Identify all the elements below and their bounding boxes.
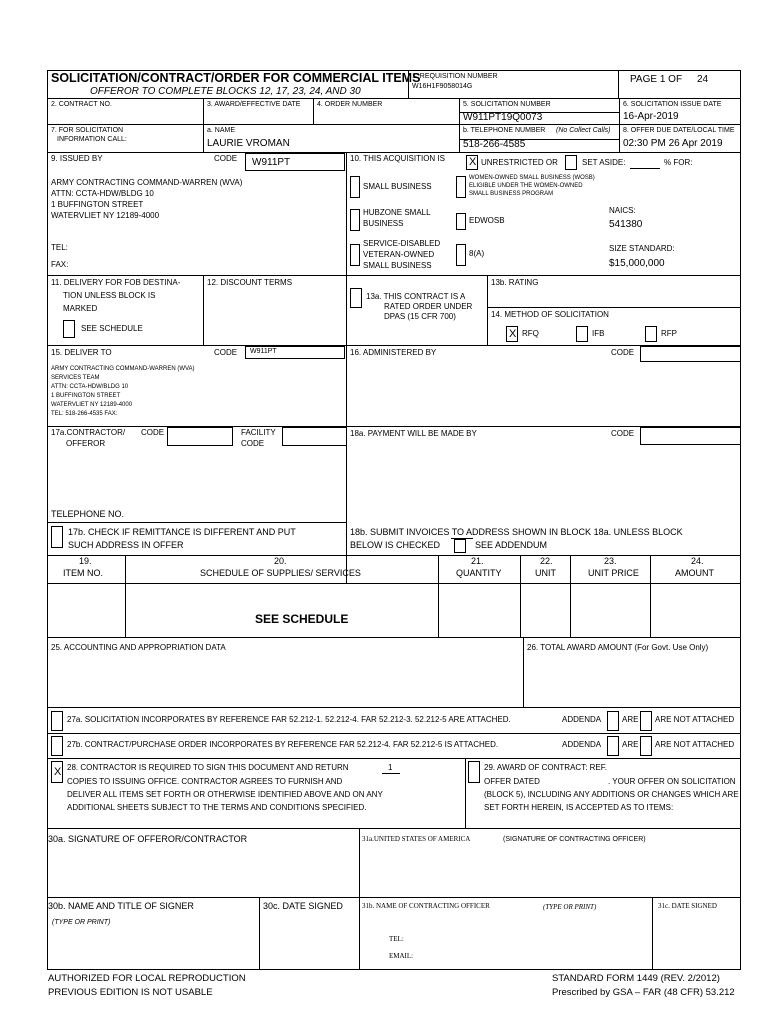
rule	[47, 583, 741, 584]
contracting-officer-signature-label: (SIGNATURE OF CONTRACTING OFFICER)	[503, 836, 646, 843]
rule	[570, 555, 571, 637]
far-27b-label: 27b. CONTRACT/PURCHASE ORDER INCORPORATES BY REFERENCE FAR 52.212-4. FAR 52.212-5 IS ATTACHED.	[67, 740, 499, 749]
sdvosb-label: SMALL BUSINESS	[363, 261, 432, 270]
rule	[125, 555, 126, 637]
contractor-sign-text: COPIES TO ISSUING OFFICE. CONTRACTOR AGREES TO FURNISH AND	[67, 777, 343, 786]
facility-label: FACILITY	[241, 428, 276, 437]
award-text: 29. AWARD OF CONTRACT: REF.	[484, 763, 607, 772]
rule	[259, 897, 260, 969]
award-text: SET FORTH HEREIN, IS ACCEPTED AS TO ITEMS:	[484, 803, 674, 812]
footer-left: AUTHORIZED FOR LOCAL REPRODUCTION	[48, 973, 246, 984]
rule	[47, 897, 741, 898]
requisition-label: 1. REQUISITION NUMBER	[412, 73, 498, 80]
ifb-checkbox[interactable]	[576, 326, 588, 342]
contractor-sign-check-mark: X	[54, 766, 62, 778]
col-quantity: QUANTITY	[456, 568, 502, 578]
administered-by-code-box	[640, 346, 741, 362]
set-aside-pct-label: % FOR:	[664, 158, 693, 167]
contracting-officer-email: EMAIL:	[389, 952, 414, 960]
sdvosb-checkbox[interactable]	[350, 244, 360, 266]
order-number-label: 4. ORDER NUMBER	[317, 101, 383, 108]
rule	[619, 98, 620, 152]
rfq-label: RFQ	[522, 329, 539, 338]
size-standard: $15,000,000	[609, 258, 665, 269]
contractor-label: 17a.CONTRACTOR/	[51, 428, 126, 437]
addenda-27b-label: ADDENDA	[562, 740, 602, 749]
rfp-label: RFP	[661, 329, 677, 338]
edwosb-label: EDWOSB	[469, 216, 505, 225]
far-27a-label: 27a. SOLICITATION INCORPORATES BY REFERENCE FAR 52.212-1. 52.212-4. FAR 52.212-3. 52.212-5 ARE ATTACHED.	[67, 715, 511, 724]
return-copies-line	[382, 773, 400, 774]
rule	[47, 345, 741, 346]
contractor-sign-text: 28. CONTRACTOR IS REQUIRED TO SIGN THIS DOCUMENT AND RETURN	[67, 763, 349, 772]
award-text: OFFER DATED	[484, 777, 540, 786]
form-title: SOLICITATION/CONTRACT/ORDER FOR COMMERCIAL ITEMS	[51, 71, 421, 85]
small-business-checkbox[interactable]	[350, 176, 360, 198]
addenda-27a-label: ADDENDA	[562, 715, 602, 724]
award-checkbox[interactable]	[468, 761, 480, 783]
naics-code: 541380	[609, 219, 643, 230]
contractor-code-box	[167, 427, 233, 446]
rule	[313, 98, 314, 124]
payment-code-label: CODE	[611, 429, 635, 438]
page-label: PAGE 1 OF	[630, 74, 683, 85]
signer-name-label: 30b. NAME AND TITLE OF SIGNER	[48, 901, 194, 911]
solicitation-number: W911PT19Q0073	[463, 112, 543, 123]
col-schedule-num: 20.	[274, 556, 287, 566]
payment-code-box	[640, 427, 741, 445]
award-text: (BLOCK 5), INCLUDING ANY ADDITIONS OR CHANGES WHICH ARE	[484, 790, 739, 799]
issued-by-tel: TEL:	[51, 243, 68, 252]
method-label: 14. METHOD OF SOLICITATION	[491, 310, 609, 319]
offeror-signature-label: 30a. SIGNATURE OF OFFEROR/CONTRACTOR	[48, 834, 248, 844]
contracting-officer-name-note: (TYPE OR PRINT)	[543, 903, 597, 911]
rule	[47, 707, 741, 708]
rule	[47, 522, 347, 523]
contact-name: LAURIE VROMAN	[207, 138, 290, 149]
wosb-label: WOMEN-OWNED SMALL BUSINESS (WOSB)	[469, 175, 595, 181]
issued-by-address: ATTN: CCTA-HDW/BLDG 10	[51, 189, 154, 198]
sdvosb-label: SERVICE-DISABLED	[363, 239, 441, 248]
contractor-label: OFFEROR	[66, 439, 106, 448]
form-subtitle: OFFEROR TO COMPLETE BLOCKS 12, 17, 23, 24, AND 30	[90, 86, 361, 97]
col-unit-price-num: 23.	[604, 556, 617, 566]
eight-a-checkbox[interactable]	[456, 244, 466, 266]
size-standard-label: SIZE STANDARD:	[609, 244, 675, 253]
rule	[465, 758, 466, 828]
facility-label: CODE	[241, 439, 265, 448]
col-unit-num: 22.	[540, 556, 553, 566]
acquisition-label: 10. THIS ACQUISITION IS	[350, 154, 445, 163]
issued-by-address: WATERVLIET NY 12189-4000	[51, 211, 160, 220]
rule	[47, 758, 741, 759]
contract-no-label: 2. CONTRACT NO.	[51, 101, 112, 108]
small-business-label: SMALL BUSINESS	[363, 182, 432, 191]
issue-date-label: 6. SOLICITATION ISSUE DATE	[623, 101, 722, 108]
signer-name-note: (TYPE OR PRINT)	[52, 919, 111, 926]
col-unit-price: UNIT PRICE	[588, 568, 639, 578]
fob-see-schedule-label: SEE SCHEDULE	[81, 324, 143, 333]
rule	[47, 969, 741, 970]
issue-date: 16-Apr-2019	[623, 111, 679, 122]
contractor-code-label: CODE	[141, 428, 165, 437]
rule	[487, 275, 488, 345]
rule	[47, 124, 741, 125]
contracting-officer-name-label: 31b. NAME OF CONTRACTING OFFICER	[362, 902, 490, 910]
col-amount-num: 24.	[691, 556, 704, 566]
name-label: a. NAME	[207, 127, 236, 134]
award-date-label: 3. AWARD/EFFECTIVE DATE	[207, 101, 301, 108]
remittance-checkbox[interactable]	[51, 526, 63, 548]
rule	[346, 152, 347, 583]
contractor-sign-text: DELIVER ALL ITEMS SET FORTH OR OTHERWISE IDENTIFIED ABOVE AND ON ANY	[67, 790, 383, 799]
requisition-number: W16H1F9058014G	[412, 83, 473, 90]
far-27b-checkbox[interactable]	[51, 736, 63, 756]
rating-label: 13b. RATING	[491, 278, 539, 287]
unrestricted-check-mark: X	[469, 156, 477, 168]
deliver-to-address: WATERVLIET NY 12189-4000	[51, 402, 133, 408]
see-schedule-text: SEE SCHEDULE	[255, 612, 349, 626]
rule	[47, 637, 741, 638]
rule	[652, 897, 653, 969]
rated-order-checkbox[interactable]	[350, 288, 362, 308]
contractor-telephone-label: TELEPHONE NO.	[51, 509, 125, 519]
naics-label: NAICS:	[609, 206, 636, 215]
rated-order-label: DPAS (15 CFR 700)	[384, 312, 456, 321]
col-schedule: SCHEDULE OF SUPPLIES/ SERVICES	[200, 568, 361, 578]
usa-signature-label: 31a.UNITED STATES OF AMERICA	[362, 835, 471, 843]
rated-order-label: 13a. THIS CONTRACT IS A	[366, 292, 466, 301]
rule	[203, 275, 204, 345]
issued-by-fax: FAX:	[51, 260, 69, 269]
hubzone-checkbox[interactable]	[350, 209, 360, 231]
award-text: . YOUR OFFER ON SOLICITATION	[608, 777, 736, 786]
hubzone-label: HUBZONE SMALL	[363, 208, 431, 217]
fob-label: 11. DELIVERY FOR FOB DESTINA-	[51, 278, 181, 287]
deliver-to-label: 15. DELIVER TO	[51, 348, 112, 357]
addenda-27a-arenot-label: ARE NOT ATTACHED	[655, 715, 735, 724]
rated-order-label: RATED ORDER UNDER	[384, 302, 473, 311]
rule	[47, 426, 741, 427]
rule	[359, 828, 360, 969]
deliver-to-address: TEL: 518-266-4535 FAX:	[51, 411, 118, 417]
addenda-27b-are-label: ARE	[622, 740, 639, 749]
addenda-27b-are-checkbox[interactable]	[607, 736, 619, 756]
accounting-label: 25. ACCOUNTING AND APPROPRIATION DATA	[51, 643, 226, 652]
invoice-label: 18b. SUBMIT INVOICES TO ADDRESS SHOWN IN BLOCK 18a. UNLESS BLOCK	[350, 527, 683, 537]
col-item-no: ITEM NO.	[63, 568, 103, 578]
total-award-label: 26. TOTAL AWARD AMOUNT (For Govt. Use Only)	[527, 643, 709, 652]
contracting-officer-date-label: 31c. DATE SIGNED	[658, 902, 717, 910]
wosb-label: SMALL BUSINESS PROGRAM	[469, 191, 554, 197]
rule	[47, 555, 741, 556]
info-call-label: 7. FOR SOLICITATION	[51, 127, 124, 134]
contracting-officer-tel: TEL:	[389, 935, 404, 943]
rule	[47, 733, 741, 734]
date-signed-label: 30c. DATE SIGNED	[263, 901, 343, 911]
sdvosb-label: VETERAN-OWNED	[363, 250, 435, 259]
offer-due-label: 8. OFFER DUE DATE/LOCAL TIME	[623, 127, 735, 134]
rule	[487, 307, 740, 308]
issued-by-address: 1 BUFFINGTON STREET	[51, 200, 144, 209]
ifb-label: IFB	[592, 329, 605, 338]
rule	[47, 828, 741, 829]
rule	[523, 637, 524, 707]
see-addendum-label: SEE ADDENDUM	[475, 540, 548, 550]
rule	[47, 98, 741, 99]
set-aside-checkbox[interactable]	[565, 155, 577, 170]
col-item-no-num: 19.	[79, 556, 92, 566]
rule	[47, 275, 741, 276]
info-call-label-2: INFORMATION CALL:	[57, 136, 127, 143]
solicitation-number-label: 5. SOLICITATION NUMBER	[463, 101, 551, 108]
deliver-to-code: W911PT	[250, 348, 277, 355]
footer-right: STANDARD FORM 1449 (REV. 2/2012)	[552, 973, 720, 984]
fob-see-schedule-checkbox[interactable]	[63, 320, 75, 338]
rule	[618, 70, 619, 98]
payment-label: 18a. PAYMENT WILL BE MADE BY	[350, 429, 477, 438]
wosb-label: ELIGIBLE UNDER THE WOMEN-OWNED	[469, 183, 583, 189]
facility-code-box	[282, 427, 347, 446]
addenda-27a-arenot-checkbox[interactable]	[640, 711, 652, 731]
unrestricted-label: UNRESTRICTED OR	[481, 158, 558, 167]
col-unit: UNIT	[535, 568, 556, 578]
rule	[459, 98, 460, 152]
footer-left: PREVIOUS EDITION IS NOT USABLE	[48, 987, 213, 998]
issued-by-label: 9. ISSUED BY	[51, 154, 103, 163]
rule	[438, 555, 439, 637]
issued-by-code-label: CODE	[214, 154, 238, 163]
rule	[740, 70, 741, 969]
return-copies: 1	[388, 763, 393, 772]
rfp-checkbox[interactable]	[645, 326, 657, 342]
addenda-27b-arenot-checkbox[interactable]	[640, 736, 652, 756]
phone-number: 518-266-4585	[463, 139, 526, 150]
rule	[520, 555, 521, 637]
addenda-27a-are-label: ARE	[622, 715, 639, 724]
administered-by-label: 16. ADMINISTERED BY	[350, 348, 437, 357]
issued-by-code: W911PT	[252, 157, 291, 168]
issued-by-address: ARMY CONTRACTING COMMAND-WARREN (WVA)	[51, 178, 243, 187]
invoice-label: BELOW IS CHECKED	[350, 540, 441, 550]
remittance-label: SUCH ADDRESS IN OFFER	[68, 540, 184, 550]
see-addendum-checkbox[interactable]	[454, 539, 466, 553]
rfq-check-mark: X	[509, 328, 517, 340]
page-total: 24	[697, 74, 709, 85]
eight-a-label: 8(A)	[469, 249, 485, 258]
col-quantity-num: 21.	[471, 556, 484, 566]
remittance-label: 17b. CHECK IF REMITTANCE IS DIFFERENT AND PUT	[68, 527, 296, 537]
footer-right: Prescribed by GSA – FAR (48 CFR) 53.212	[552, 987, 735, 998]
fob-label: MARKED	[63, 304, 98, 313]
administered-by-code-label: CODE	[611, 348, 635, 357]
addenda-27a-are-checkbox[interactable]	[607, 711, 619, 731]
set-aside-label: SET ASIDE:	[582, 158, 626, 167]
wosb-checkbox[interactable]	[456, 176, 466, 198]
discount-terms-label: 12. DISCOUNT TERMS	[207, 278, 293, 287]
addenda-27b-arenot-label: ARE NOT ATTACHED	[655, 740, 735, 749]
deliver-to-address: ARMY CONTRACTING COMMAND-WARREN (WVA)	[51, 366, 195, 372]
deliver-to-address: ATTN: CCTA-HDW/BLDG 10	[51, 384, 129, 390]
edwosb-checkbox[interactable]	[456, 213, 466, 230]
deliver-to-address: SERVICES TEAM	[51, 375, 100, 381]
deliver-to-address: 1 BUFFINGTON STREET	[51, 393, 121, 399]
rule	[203, 98, 204, 152]
far-27a-checkbox[interactable]	[51, 711, 63, 731]
col-amount: AMOUNT	[675, 568, 714, 578]
phone-label: b. TELEPHONE NUMBER	[463, 127, 546, 134]
offer-due-date: 02:30 PM 26 Apr 2019	[623, 138, 723, 149]
set-aside-pct-line	[630, 168, 660, 169]
hubzone-label: BUSINESS	[363, 219, 404, 228]
phone-note: (No Collect Calls)	[556, 127, 611, 134]
rule	[47, 152, 741, 153]
fob-label: TION UNLESS BLOCK IS	[63, 291, 156, 300]
rule	[650, 555, 651, 637]
contractor-sign-text: ADDITIONAL SHEETS SUBJECT TO THE TERMS AND CONDITIONS SPECIFIED.	[67, 803, 367, 812]
deliver-to-code-label: CODE	[214, 348, 238, 357]
